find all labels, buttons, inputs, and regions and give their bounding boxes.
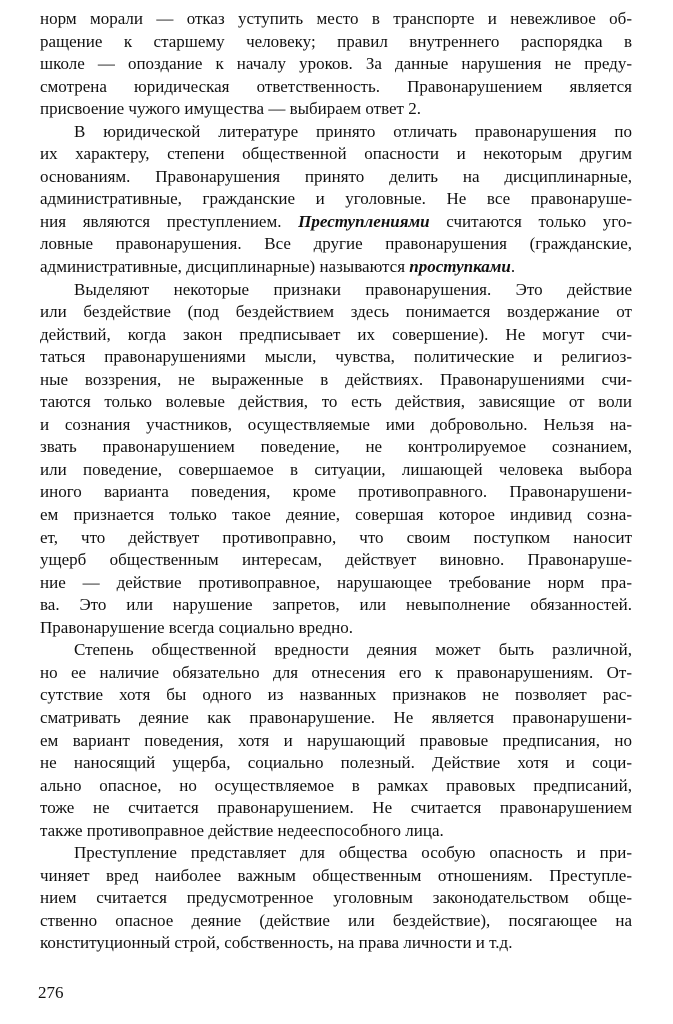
text-segment: считаются только уго- (429, 211, 632, 231)
text-line (40, 76, 632, 99)
text-line (40, 865, 632, 888)
text-line (40, 572, 632, 595)
body-text (40, 8, 632, 955)
text-segment: ем признается только такое деяние, совершая которое индивид созна- (40, 505, 632, 525)
text-line (40, 594, 632, 617)
text-segment: ем вариант поведения, хотя и нарушающий правовые предписания, но (40, 730, 632, 750)
text-line (40, 188, 632, 211)
emphasized-term: Преступлениями (298, 211, 430, 231)
paragraph (40, 279, 632, 640)
text-segment: смотрена юридическая ответственность. Правонарушением является (40, 76, 632, 96)
text-line (40, 617, 632, 640)
text-line (40, 639, 632, 662)
text-segment: сутствие хотя бы одного из названных признаков не позволяет рас- (40, 685, 632, 705)
text-segment: ущерб общественным интересам, действует виновно. Правонаруше- (40, 550, 632, 570)
text-segment: конституционный строй, собственность, на права личности и т.д. (40, 933, 513, 953)
text-segment: ет, что действует противоправно, что своим поступком наносит (40, 527, 632, 547)
text-segment: ственно опасное деяние (действие или бездействие), посягающее на (40, 910, 632, 930)
text-segment: ва. Это или нарушение запретов, или невыполнение обязанностей. (40, 595, 632, 615)
text-line (40, 662, 632, 685)
text-segment: нием считается предусмотренное уголовным законодательством обще- (40, 888, 632, 908)
text-segment: сматривать деяние как правонарушение. Не является правонарушени- (40, 707, 632, 727)
text-line (40, 233, 632, 256)
paragraph (40, 842, 632, 955)
text-line (40, 391, 632, 414)
text-segment: административные, дисциплинарные) называются (40, 257, 410, 277)
text-line (40, 730, 632, 753)
text-segment: присвоение чужого имущества — выбираем ответ 2. (40, 99, 421, 119)
text-segment: но ее наличие обязательно для отнесения его к правонарушениям. От- (40, 662, 632, 682)
text-line (40, 481, 632, 504)
text-segment: ние — действие противоправное, нарушающее требование норм пра- (40, 572, 632, 592)
text-segment: Правонарушение всегда социально вредно. (40, 617, 353, 637)
text-segment: Преступление представляет для общества особую опасность и при- (74, 843, 632, 863)
text-line (40, 549, 632, 572)
paragraph (40, 121, 632, 279)
text-segment: или поведение, совершаемое в ситуации, лишающей человека выбора (40, 459, 632, 479)
text-line (40, 775, 632, 798)
text-line (40, 346, 632, 369)
text-segment: ально опасное, но осуществляемое в рамках правовых предписаний, (40, 775, 632, 795)
text-segment: административные, гражданские и уголовные. Не все правонаруше- (40, 189, 632, 209)
text-segment: школе — опоздание к началу уроков. За данные нарушения не преду- (40, 54, 632, 74)
text-line (40, 31, 632, 54)
text-segment: также противоправное действие недееспособного лица. (40, 820, 444, 840)
text-line (40, 414, 632, 437)
text-segment: таться правонарушениями мысли, чувства, политические и религиоз- (40, 347, 632, 367)
text-segment: и сознания участников, осуществляемые ими добровольно. Нельзя на- (40, 414, 632, 434)
text-line (40, 932, 632, 955)
text-line (40, 436, 632, 459)
text-line (40, 279, 632, 302)
text-line (40, 504, 632, 527)
text-segment: основаниям. Правонарушения принято делить на дисциплинарные, (40, 166, 632, 186)
text-line (40, 301, 632, 324)
text-line (40, 527, 632, 550)
emphasized-term: проступками (409, 257, 511, 277)
text-segment: ращение к старшему человеку; правил внутреннего распорядка в (40, 31, 632, 51)
text-line (40, 324, 632, 347)
text-line (40, 98, 632, 121)
text-segment: или бездействие (под бездействием здесь понимается воздержание от (40, 302, 632, 322)
text-line (40, 8, 632, 31)
text-segment: ные воззрения, не выраженные в действиях. Правонарушениями счи- (40, 369, 632, 389)
page-number: 276 (38, 983, 64, 1002)
text-segment: Выделяют некоторые признаки правонарушения. Это действие (74, 279, 632, 299)
text-segment: В юридической литературе принято отличать правонарушения по (74, 121, 632, 141)
paragraph (40, 8, 632, 121)
text-line (40, 842, 632, 865)
text-segment: иного варианта поведения, кроме противоправного. Правонарушени- (40, 482, 632, 502)
paragraph (40, 639, 632, 842)
text-line (40, 820, 632, 843)
text-segment: ния являются преступлением. (40, 211, 299, 231)
text-line (40, 121, 632, 144)
text-line (40, 459, 632, 482)
text-line (40, 369, 632, 392)
text-line (40, 166, 632, 189)
text-line (40, 256, 632, 279)
text-segment: Степень общественной вредности деяния может быть различной, (74, 640, 632, 660)
text-segment: не наносящий ущерба, социально полезный. Действие хотя и соци- (40, 753, 632, 773)
text-line (40, 910, 632, 933)
text-line (40, 797, 632, 820)
text-segment: таются только волевые действия, то есть действия, зависящие от воли (40, 392, 632, 412)
text-segment: звать правонарушением поведение, не контролируемое сознанием, (40, 437, 632, 457)
text-line (40, 752, 632, 775)
text-segment: ловные правонарушения. Все другие правонарушения (гражданские, (40, 234, 632, 254)
text-line (40, 211, 632, 234)
text-segment: . (510, 257, 516, 277)
text-segment: тоже не считается правонарушением. Не считается правонарушением (40, 798, 632, 818)
text-segment: норм морали — отказ уступить место в транспорте и невежливое об- (40, 9, 632, 28)
text-line (40, 707, 632, 730)
text-line (40, 684, 632, 707)
text-line (40, 53, 632, 76)
text-line (40, 887, 632, 910)
text-segment: действий, когда закон предписывает их совершение). Не могут счи- (40, 324, 632, 344)
text-line (40, 143, 632, 166)
text-segment: их характеру, степени общественной опасности и некоторым другим (40, 144, 632, 164)
text-segment: чиняет вред наиболее важным общественным отношениям. Преступле- (40, 865, 632, 885)
